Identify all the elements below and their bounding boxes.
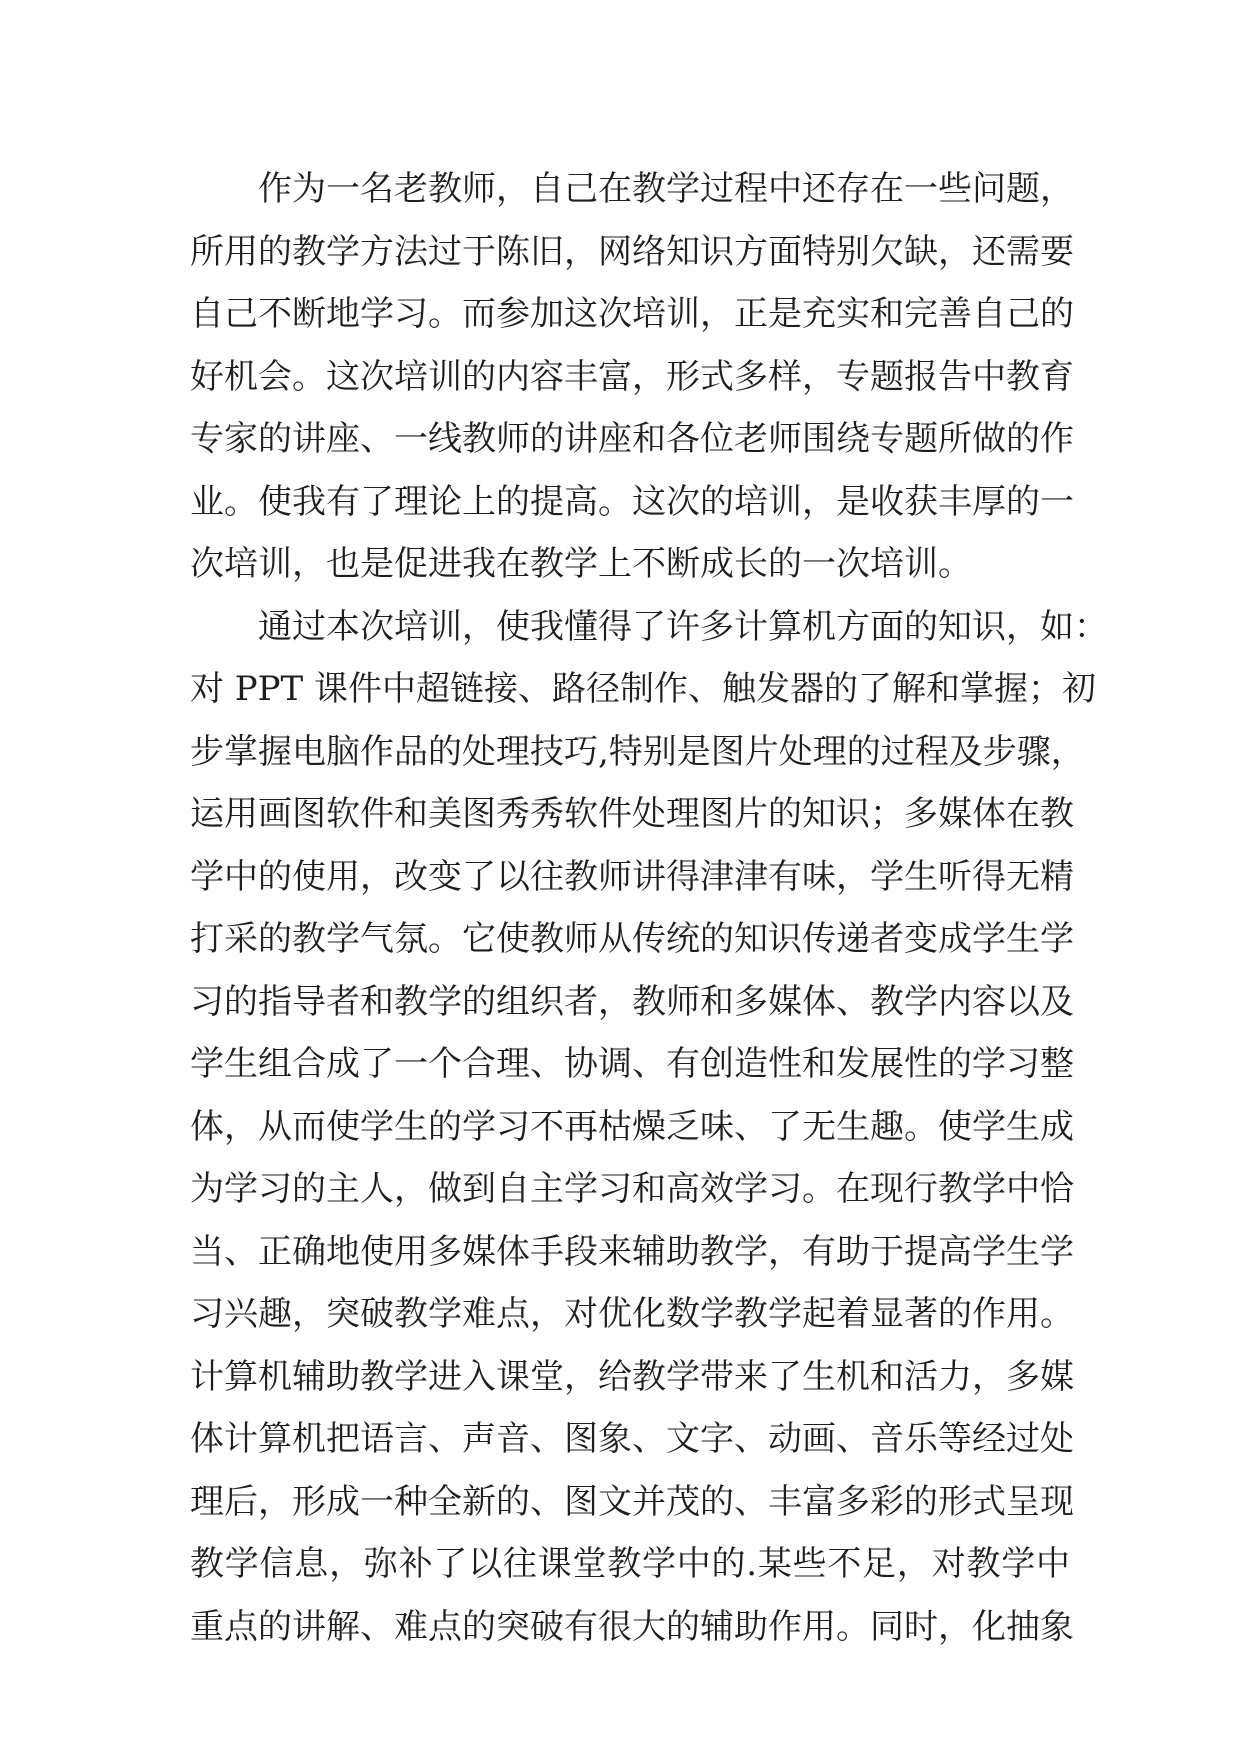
paragraph-1-line-5: 专家的讲座、一线教师的讲座和各位老师围绕专题所做的作 [190, 419, 1074, 459]
paragraph-2-line-5: 学中的使用，改变了以往教师讲得津津有味，学生听得无精 [190, 856, 1074, 897]
paragraph-1-line-1: 作为一名老教师，自己在教学过程中还存在一些问题， [258, 169, 1074, 209]
paragraph-2-line-14: 体计算机把语言、声音、图象、文字、动画、音乐等经过处 [190, 1419, 1074, 1459]
paragraph-2-line-1: 通过本次培训，使我懂得了许多计算机方面的知识，如： [258, 606, 1108, 647]
paragraph-1-line-2: 所用的教学方法过于陈旧，网络知识方面特别欠缺，还需要 [190, 231, 1074, 272]
paragraph-2-line-13: 计算机辅助教学进入课堂，给教学带来了生机和活力，多媒 [190, 1356, 1074, 1397]
paragraph-2-line-8: 学生组合成了一个合理、协调、有创造性和发展性的学习整 [190, 1044, 1074, 1084]
paragraph-2-line-6: 打采的教学气氛。它使教师从传统的知识传递者变成学生学 [190, 919, 1074, 959]
document-body [190, 158, 1108, 1658]
paragraph-2-line-11: 当、正确地使用多媒体手段来辅助教学，有助于提高学生学 [190, 1231, 1074, 1272]
paragraph-2-line-3: 步掌握电脑作品的处理技巧,特别是图片处理的过程及步骤， [190, 731, 1085, 772]
paragraph-1-line-6: 业。使我有了理论上的提高。这次的培训，是收获丰厚的一 [190, 481, 1074, 522]
paragraph-2-line-17: 重点的讲解、难点的突破有很大的辅助作用。同时，化抽象 [190, 1606, 1074, 1647]
paragraph-2-line-7: 习的指导者和教学的组织者，教师和多媒体、教学内容以及 [190, 981, 1074, 1022]
paragraph-2-line-12: 习兴趣，突破教学难点，对优化数学教学起着显著的作用。 [190, 1294, 1074, 1334]
paragraph-2-line-15: 理后，形成一种全新的、图文并茂的、丰富多彩的形式呈现 [190, 1481, 1074, 1522]
paragraph-2-line-10: 为学习的主人，做到自主学习和高效学习。在现行教学中恰 [190, 1169, 1074, 1209]
paragraph-2-line-16: 教学信息，弥补了以往课堂教学中的.某些不足，对教学中 [190, 1544, 1070, 1584]
paragraph-1-line-7: 次培训，也是促进我在教学上不断成长的一次培训。 [190, 544, 972, 584]
paragraph-1-line-3: 自己不断地学习。而参加这次培训，正是充实和完善自己的 [190, 294, 1074, 334]
paragraph-2-line-9: 体，从而使学生的学习不再枯燥乏味、了无生趣。使学生成 [190, 1106, 1074, 1147]
paragraph-1-line-4: 好机会。这次培训的内容丰富，形式多样，专题报告中教育 [190, 356, 1074, 397]
paragraph-2-line-4: 运用画图软件和美图秀秀软件处理图片的知识；多媒体在教 [190, 794, 1074, 834]
paragraph-2-line-2: 对 PPT 课件中超链接、路径制作、触发器的了解和掌握；初 [190, 669, 1097, 709]
